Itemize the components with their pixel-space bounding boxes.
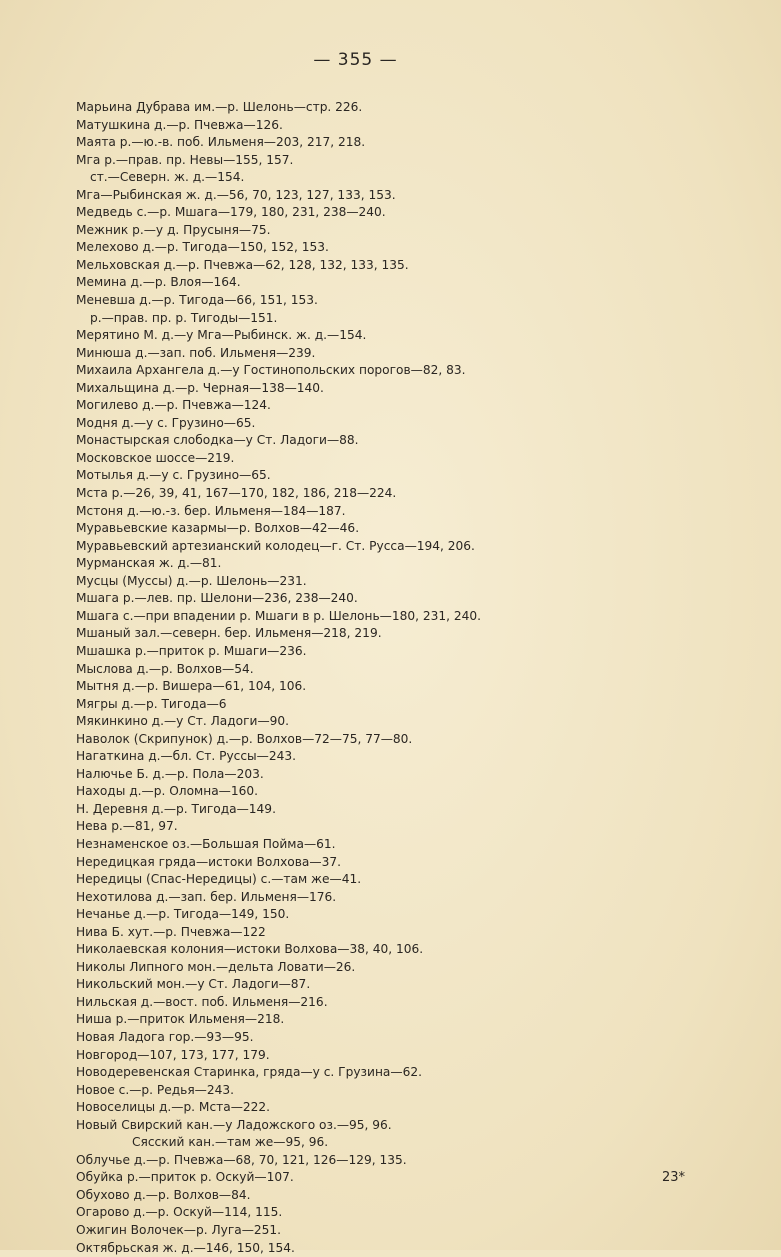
- index-entry: Мерятино М. д.—у Мга—Рыбинск. ж. д.—154.: [76, 328, 367, 343]
- index-entry: Минюша д.—зап. поб. Ильменя—239.: [76, 345, 316, 360]
- index-entry: Ниша р.—приток Ильменя—218.: [76, 1012, 285, 1027]
- index-entry: Мшашка р.—приток р. Мшаги—236.: [76, 643, 307, 658]
- index-subentry: ст.—Северн. ж. д.—154.: [90, 170, 245, 185]
- index-entry: Монастырская слободка—у Ст. Ладоги—88.: [76, 433, 359, 448]
- index-entry: Мусцы (Муссы) д.—р. Шелонь—231.: [76, 573, 307, 588]
- index-entry: Нечанье д.—р. Тигода—149, 150.: [76, 907, 290, 922]
- index-entry: Мстоня д.—ю.-з. бер. Ильменя—184—187.: [76, 503, 346, 518]
- index-entry: Нева р.—81, 97.: [76, 819, 178, 834]
- index-entry: Мшаный зал.—северн. бер. Ильменя—218, 219.: [76, 626, 382, 641]
- index-entry: Мста р.—26, 39, 41, 167—170, 182, 186, 218—224.: [76, 486, 397, 501]
- index-entry: Марьина Дубрава им.—р. Шелонь—стр. 226.: [76, 100, 363, 114]
- index-entry: Меневша д.—р. Тигода—66, 151, 153.: [76, 293, 318, 308]
- index-entry: Николаевская колония—истоки Волхова—38, 40, 106.: [76, 942, 424, 957]
- index-entry: Новоселицы д.—р. Мста—222.: [76, 1100, 271, 1115]
- index-entry: Нередицы (Спас-Нередицы) с.—там же—41.: [76, 872, 362, 887]
- index-entry: Налючье Б. д.—р. Пола—203.: [76, 766, 264, 781]
- index-entry: Облучье д.—р. Пчевжа—68, 70, 121, 126—129, 135.: [76, 1152, 407, 1167]
- index-entry: Михальщина д.—р. Черная—138—140.: [76, 380, 324, 395]
- index-list: [76, 99, 716, 1257]
- index-entry: Мыслова д.—р. Волхов—54.: [76, 661, 254, 676]
- index-entry: Мотылья д.—у с. Грузино—65.: [76, 468, 271, 483]
- index-entry: Ожигин Волочек—р. Луга—251.: [76, 1223, 282, 1237]
- index-entry: Мякинкино д.—у Ст. Ладоги—90.: [76, 714, 290, 729]
- index-entry: Наволок (Скрипунок) д.—р. Волхов—72—75, 77—80.: [76, 731, 413, 746]
- index-entry: Московское шоссе—219.: [76, 450, 235, 465]
- index-entry: Никольский мон.—у Ст. Ладоги—87.: [76, 977, 311, 992]
- index-entry: Мшага р.—лев. пр. Шелони—236, 238—240.: [76, 591, 358, 606]
- index-entry: Мелехово д.—р. Тигода—150, 152, 153.: [76, 240, 329, 255]
- index-entry: Мемина д.—р. Влоя—164.: [76, 275, 241, 290]
- index-entry: Находы д.—р. Оломна—160.: [76, 784, 258, 799]
- index-entry: Медведь с.—р. Мшага—179, 180, 231, 238—240.: [76, 205, 386, 220]
- index-entry: Нагаткина д.—бл. Ст. Руссы—243.: [76, 749, 297, 764]
- index-entry: Незнаменское оз.—Большая Пойма—61.: [76, 836, 336, 851]
- index-entry: Маята р.—ю.-в. поб. Ильменя—203, 217, 218.: [76, 135, 366, 150]
- index-subentry: р.—прав. пр. р. Тигоды—151.: [90, 310, 278, 325]
- index-entry: Обуйка р.—приток р. Оскуй—107.: [76, 1170, 294, 1185]
- index-entry: Нива Б. хут.—р. Пчевжа—122: [76, 924, 266, 939]
- index-entry: Мягры д.—р. Тигода—6: [76, 696, 227, 711]
- signature-mark: 23*: [662, 1170, 686, 1185]
- index-entry: Могилево д.—р. Пчевжа—124.: [76, 398, 271, 413]
- index-entry: Мытня д.—р. Вишера—61, 104, 106.: [76, 679, 307, 694]
- index-entry: Мга р.—прав. пр. Невы—155, 157.: [76, 152, 294, 167]
- index-entry: Муравьевский артезианский колодец—г. Ст. Русса—194, 206.: [76, 538, 475, 553]
- index-entry: Михаила Архангела д.—у Гостинопольских порогов—82, 83.: [76, 363, 466, 378]
- index-entry: Модня д.—у с. Грузино—65.: [76, 415, 256, 430]
- page-number: — 355 —: [313, 50, 398, 70]
- index-entry: Мурманская ж. д.—81.: [76, 556, 222, 571]
- index-entry: Мельховская д.—р. Пчевжа—62, 128, 132, 133, 135.: [76, 257, 409, 272]
- index-entry: Нильская д.—вост. поб. Ильменя—216.: [76, 994, 328, 1009]
- index-entry: Новое с.—р. Редья—243.: [76, 1082, 234, 1097]
- index-entry: Матушкина д.—р. Пчевжа—126.: [76, 117, 283, 132]
- index-entry: Обухово д.—р. Волхов—84.: [76, 1187, 251, 1202]
- index-entry: Новгород—107, 173, 177, 179.: [76, 1047, 270, 1062]
- index-entry: Н. Деревня д.—р. Тигода—149.: [76, 801, 276, 816]
- index-entry: Муравьевские казармы—р. Волхов—42—46.: [76, 521, 360, 536]
- index-entry: Нехотилова д.—зап. бер. Ильменя—176.: [76, 889, 337, 904]
- index-entry: Новый Свирский кан.—у Ладожского оз.—95, 96.: [76, 1117, 392, 1132]
- index-entry: Новая Ладога гор.—93—95.: [76, 1029, 254, 1044]
- index-entry: Мга—Рыбинская ж. д.—56, 70, 123, 127, 133, 153.: [76, 187, 396, 202]
- index-subentry: Сясский кан.—там же—95, 96.: [132, 1135, 329, 1150]
- index-entry: Межник р.—у д. Прусыня—75.: [76, 222, 271, 237]
- index-entry: Новодеревенская Старинка, гряда—у с. Грузина—62.: [76, 1065, 422, 1080]
- index-entry: Николы Липного мон.—дельта Ловати—26.: [76, 959, 356, 974]
- index-entry: Нередицкая гряда—истоки Волхова—37.: [76, 854, 341, 869]
- index-entry: Огарово д.—р. Оскуй—114, 115.: [76, 1205, 283, 1220]
- index-entry: Октябрьская ж. д.—146, 150, 154.: [76, 1240, 295, 1255]
- index-entry: Мшага с.—при впадении р. Мшаги в р. Шелонь—180, 231, 240.: [76, 608, 482, 623]
